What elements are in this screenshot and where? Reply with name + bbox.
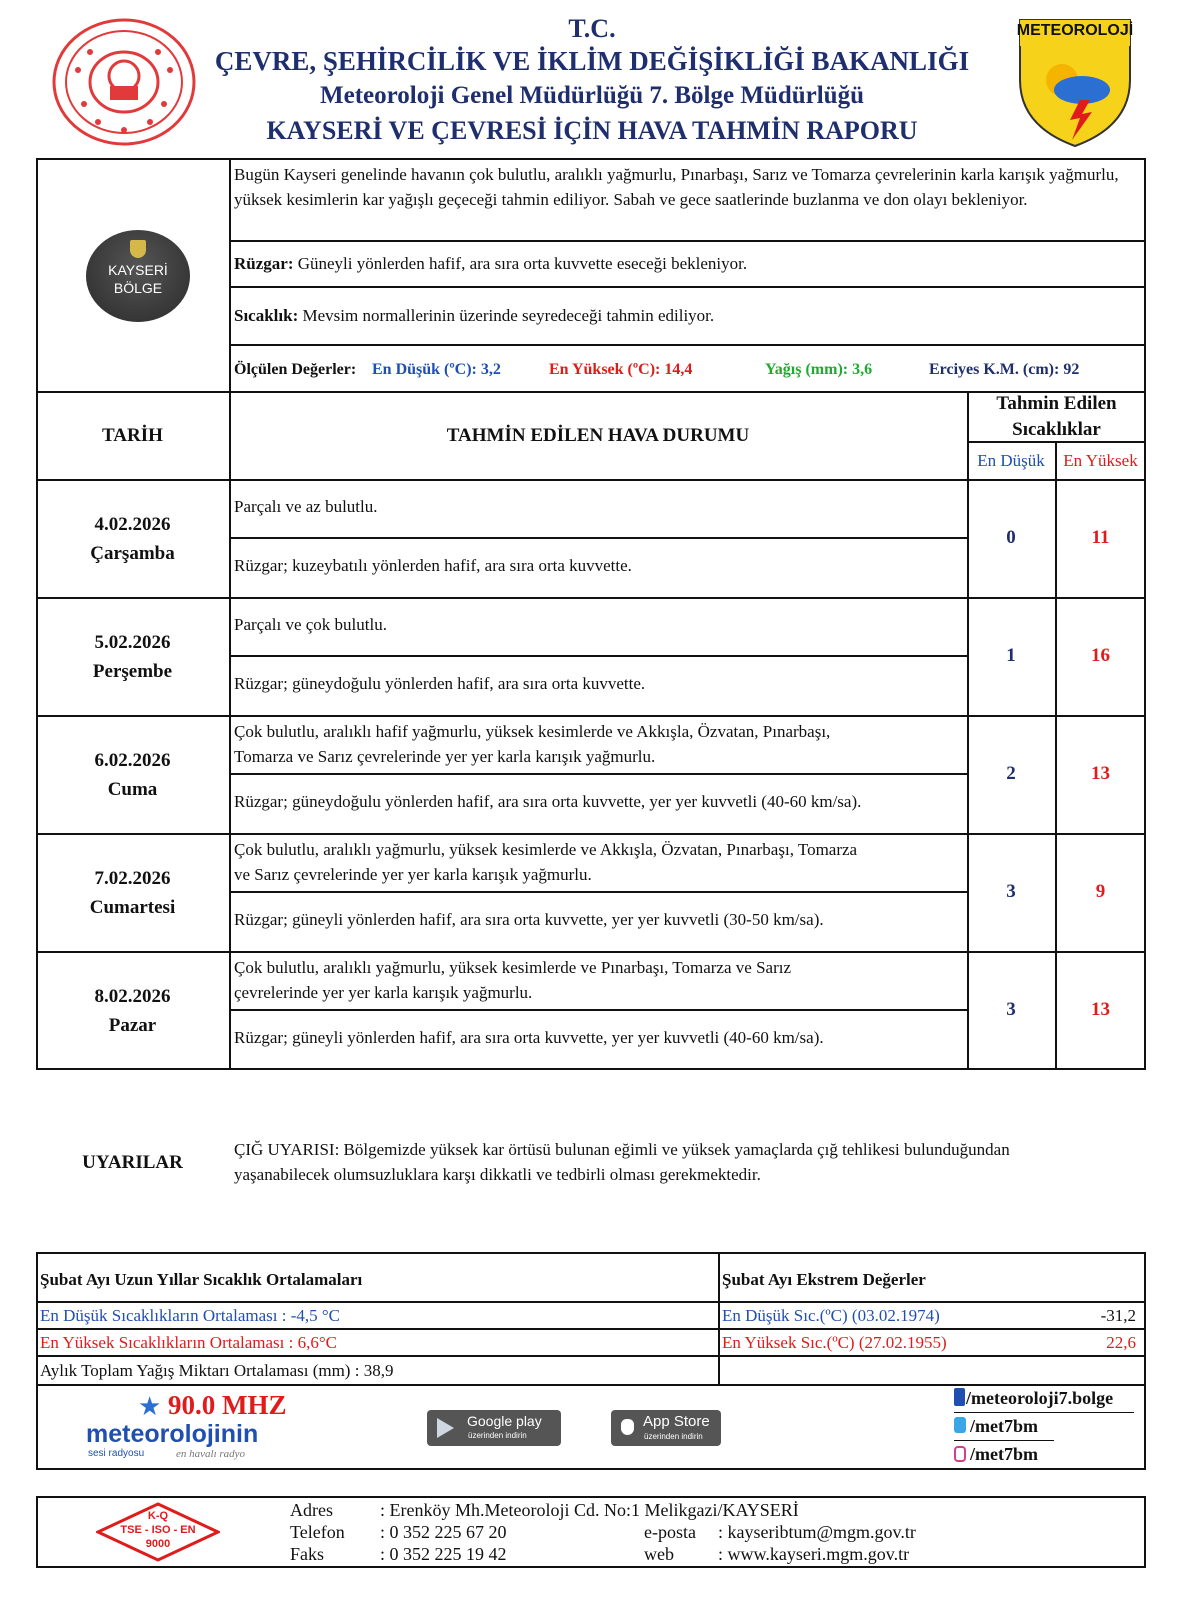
col-header-temps-2: Sıcaklıklar (1012, 419, 1101, 440)
app-store-label: App Store (643, 1413, 710, 1430)
row-weather-line: Çok bulutlu, aralıklı hafif yağmurlu, yüksek kesimlerde ve Akkışla, Özvatan, Pınarbaşı, (234, 722, 831, 741)
web-label: web (644, 1544, 674, 1564)
summary-general: Bugün Kayseri genelinde havanın çok bulutlu, aralıklı yağmurlu, Pınarbaşı, Sarız ve Tomarza çevrelerinin karla karışık yağmurlu, yüksek kesimlerin kar yağışlı geçeceği tahmin ediliyor. Sabah ve gece saatlerinde buzlanma ve don olayı bekleniyor. (234, 165, 1119, 209)
facebook-link[interactable]: /meteoroloji7.bolge (966, 1388, 1114, 1408)
web-value[interactable]: : www.kayseri.mgm.gov.tr (718, 1544, 910, 1564)
row-max-temp: 13 (1091, 999, 1110, 1020)
address-label: Adres (290, 1500, 333, 1520)
row-date: 7.02.2026 (94, 868, 171, 889)
warnings-line1: ÇIĞ UYARISI: Bölgemizde yüksek kar örtüsü bulunan eğimli ve yüksek yamaçlarda çığ tehlikesi bulunduğundan (234, 1140, 1010, 1159)
measured-erciyes: Erciyes K.M. (cm): 92 (929, 361, 1080, 378)
row-day: Perşembe (92, 661, 173, 682)
row-min-temp: 3 (1006, 881, 1016, 902)
row-max-temp: 16 (1091, 645, 1110, 666)
row-weather-line: Çok bulutlu, aralıklı yağmurlu, yüksek kesimlerde ve Pınarbaşı, Tomarza ve Sarız (234, 958, 791, 977)
measured-rain: Yağış (mm): 3,6 (765, 361, 873, 378)
row-date: 8.02.2026 (94, 986, 171, 1007)
climate-left-title: Şubat Ayı Uzun Yıllar Sıcaklık Ortalamaları (40, 1270, 363, 1289)
header-tc: T.C. (568, 14, 616, 43)
directorate-title: Meteoroloji Genel Müdürlüğü 7. Bölge Müdürlüğü (320, 82, 864, 109)
measured-max: En Yüksek (ºC): 14,4 (549, 361, 693, 378)
measured-label: Ölçülen Değerler: (234, 361, 357, 378)
fax-value: : 0 352 225 19 42 (380, 1544, 507, 1564)
row-date: 5.02.2026 (94, 632, 171, 653)
instagram-link[interactable]: /met7bm (970, 1444, 1038, 1464)
col-header-max: En Yüksek (1063, 451, 1138, 470)
radio-sub: sesi radyosu (88, 1448, 145, 1459)
warnings-line2: yaşanabilecek olumsuzluklara karşı dikkatli ve tedbirli olması gerekmektedir. (234, 1165, 761, 1184)
row-inner-separator (229, 537, 967, 539)
radio-star-icon: ★ (138, 1392, 162, 1421)
row-weather-line: Parçalı ve çok bulutlu. (234, 615, 387, 634)
row-date: 4.02.2026 (94, 514, 171, 535)
col-header-date: TARİH (102, 425, 163, 446)
badge-line1: KAYSERİ (108, 262, 168, 278)
row-date: 6.02.2026 (94, 750, 171, 771)
instagram-icon (954, 1446, 966, 1462)
google-play-label: Google play (467, 1413, 542, 1429)
row-wind: Rüzgar; güneydoğulu yönlerden hafif, ara sıra orta kuvvette, yer yer kuvvetli (40-60 km/sa). (234, 792, 862, 811)
google-play-icon (437, 1418, 454, 1438)
row-wind: Rüzgar; güneyli yönlerden hafif, ara sıra orta kuvvette, yer yer kuvvetli (30-50 km/sa). (234, 910, 824, 929)
fax-label: Faks (290, 1544, 325, 1564)
row-min-temp: 3 (1006, 999, 1016, 1020)
row-day: Çarşamba (90, 543, 175, 564)
row-inner-separator (229, 1009, 967, 1011)
climate-right-title: Şubat Ayı Ekstrem Değerler (722, 1270, 926, 1289)
ministry-title: ÇEVRE, ŞEHİRCİLİK VE İKLİM DEĞİŞİKLİĞİ BAKANLIĞI (214, 46, 970, 76)
row-weather-line: Tomarza ve Sarız çevrelerinde yer yer karla karışık yağmurlu. (234, 747, 656, 766)
radio-frequency: 90.0 MHZ (168, 1390, 287, 1420)
row-min-temp: 1 (1006, 645, 1016, 666)
apple-icon (621, 1419, 634, 1435)
col-header-temps-1: Tahmin Edilen (996, 393, 1117, 414)
col-header-min: En Düşük (977, 451, 1045, 470)
google-play-sub: üzerinden indirin (468, 1431, 527, 1440)
cert-mid: TSE - ISO - EN (120, 1524, 196, 1536)
google-play-button[interactable] (427, 1410, 561, 1446)
row-min-temp: 0 (1006, 527, 1016, 548)
row-day: Cumartesi (89, 897, 176, 918)
summary-wind-text: Güneyli yönlerden hafif, ara sıra orta kuvvette eseceği bekleniyor. (297, 254, 748, 273)
measured-min: En Düşük (ºC): 3,2 (372, 361, 501, 378)
badge-line2: BÖLGE (113, 280, 163, 296)
row-inner-separator (229, 773, 967, 775)
col-header-forecast: TAHMİN EDİLEN HAVA DURUMU (446, 425, 750, 446)
phone-value: : 0 352 225 67 20 (380, 1522, 507, 1542)
climate-left-rain: Aylık Toplam Yağış Miktarı Ortalaması (mm) : 38,9 (40, 1361, 394, 1380)
cert-top: K-Q (147, 1510, 169, 1522)
row-wind: Rüzgar; güneyli yönlerden hafif, ara sıra orta kuvvette, yer yer kuvvetli (40-60 km/sa). (234, 1028, 824, 1047)
summary-temp (234, 303, 1134, 328)
row-day: Cuma (107, 779, 158, 800)
meteoroloji-logo-text: METEOROLOJİ (1016, 22, 1134, 39)
row-weather-line: çevrelerinde yer yer karla karışık yağmurlu. (234, 983, 533, 1002)
climate-right-min-label: En Düşük Sıc.(ºC) (03.02.1974) (722, 1306, 940, 1325)
app-store-sub: üzerinden indirin (644, 1432, 703, 1441)
climate-left-min: En Düşük Sıcaklıkların Ortalaması : -4,5 °C (40, 1306, 340, 1325)
row-min-temp: 2 (1006, 763, 1016, 784)
warnings-label: UYARILAR (82, 1152, 183, 1173)
kayseri-bolge-badge (86, 230, 190, 322)
row-day: Pazar (108, 1015, 157, 1036)
phone-label: Telefon (290, 1522, 345, 1542)
cert-bot: 9000 (145, 1538, 171, 1550)
summary-temp-label: Sıcaklık: (234, 306, 299, 325)
address-value: : Erenköy Mh.Meteoroloji Cd. No:1 Melikgazi/KAYSERİ (380, 1500, 799, 1520)
row-separator (36, 951, 1146, 953)
badge-emblem-icon (130, 240, 146, 258)
climate-right-min-value: -31,2 (1100, 1306, 1136, 1325)
row-weather-line: Parçalı ve az bulutlu. (234, 497, 378, 516)
summary-temp-text: Mevsim normallerinin üzerinde seyredeceği tahmin ediliyor. (302, 306, 715, 325)
meteoroloji-logo (1016, 16, 1134, 150)
app-store-button[interactable] (611, 1410, 721, 1446)
twitter-icon (954, 1417, 966, 1433)
row-separator (36, 597, 1146, 599)
tse-iso-certificate (96, 1502, 220, 1562)
row-weather-line: ve Sarız çevrelerinde yer yer karla karışık yağmurlu. (234, 865, 592, 884)
climate-left-max: En Yüksek Sıcaklıkların Ortalaması : 6,6°C (40, 1333, 338, 1352)
row-inner-separator (229, 891, 967, 893)
row-max-temp: 11 (1091, 527, 1110, 548)
row-wind: Rüzgar; kuzeybatılı yönlerden hafif, ara sıra orta kuvvette. (234, 556, 632, 575)
row-separator (36, 715, 1146, 717)
row-separator (36, 833, 1146, 835)
row-max-temp: 9 (1095, 881, 1106, 902)
summary-wind (234, 251, 1134, 276)
row-wind: Rüzgar; güneydoğulu yönlerden hafif, ara sıra orta kuvvette. (234, 674, 646, 693)
radio-slogan: en havalı radyo (176, 1448, 246, 1460)
radio-logo (86, 1390, 306, 1464)
email-value[interactable]: : kayseribtum@mgm.gov.tr (718, 1522, 916, 1542)
summary-wind-label: Rüzgar: (234, 254, 294, 273)
facebook-icon (954, 1388, 965, 1406)
twitter-link[interactable]: /met7bm (970, 1416, 1038, 1436)
row-inner-separator (229, 655, 967, 657)
climate-right-max-label: En Yüksek Sıc.(ºC) (27.02.1955) (722, 1333, 947, 1352)
report-title: KAYSERİ VE ÇEVRESİ İÇİN HAVA TAHMİN RAPORU (266, 116, 918, 145)
row-max-temp: 13 (1091, 763, 1110, 784)
radio-name: meteorolojinin (86, 1420, 259, 1448)
row-weather-line: Çok bulutlu, aralıklı yağmurlu, yüksek kesimlerde ve Akkışla, Özvatan, Pınarbaşı, Tomarza (234, 840, 858, 859)
email-label: e-posta (644, 1522, 696, 1542)
climate-right-max-value: 22,6 (1106, 1333, 1136, 1352)
